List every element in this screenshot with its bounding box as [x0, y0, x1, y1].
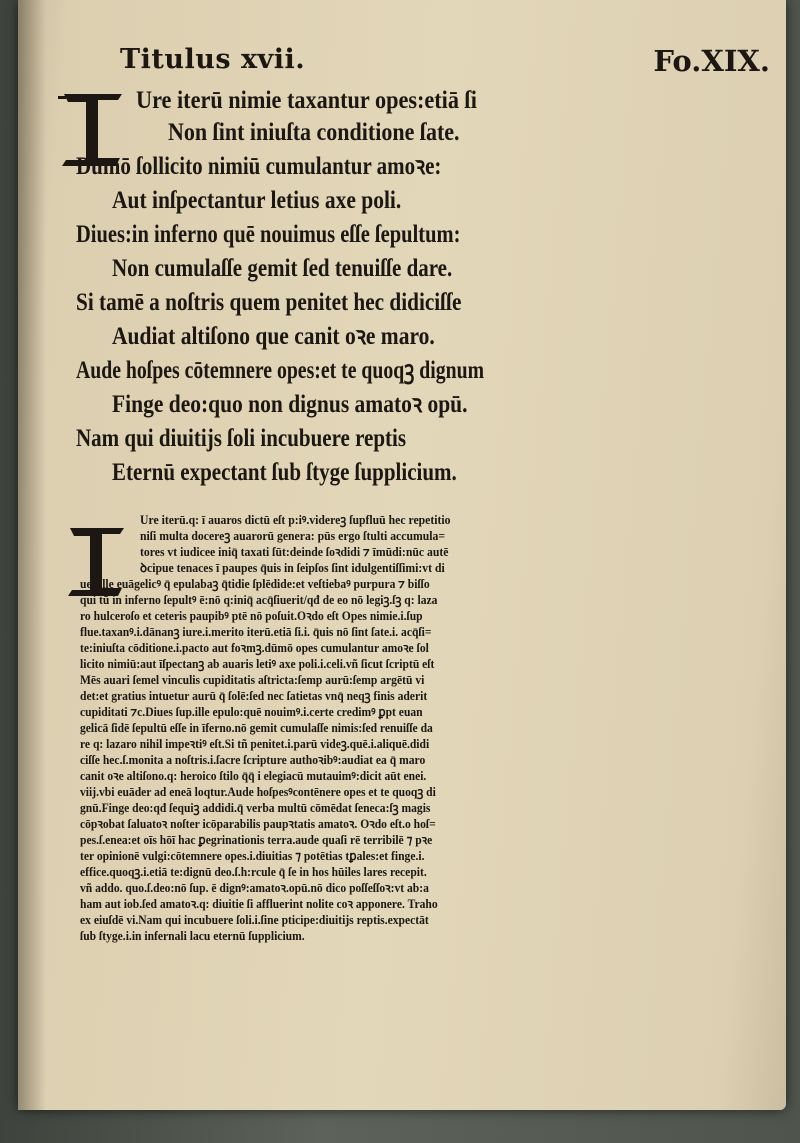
commentary-line: ex eiuſdē vi.Nam qui incubuere ſoli.i.ſine pticipe:diuitijs reptis.expectāt: [80, 913, 429, 927]
running-header: [100, 44, 790, 88]
commentary-line: det:et gratius intuetur aurū q̄ ſolē:ſed nec ſatietas vnq̄ neqꝫ finis aderit: [80, 689, 428, 703]
commentary-line: gelicā ſidē ſepultū eſſe in īferno.nō gemit cumulaſſe nimis:ſed renuiſſe da: [80, 721, 433, 735]
commentary-line: Mēs auari ſemel vinculis cupiditatis aſtricta:ſemp aurū:ſemp argētū vi: [80, 673, 425, 687]
verse-line: Non ſint iniuſta conditione ſate.: [168, 119, 460, 146]
verse-line: Aude hoſpes cōtemnere opes:et te quoqꝫ dignum: [76, 357, 485, 384]
commentary-line: viij.vbi euāder ad eneā loqtur.Aude hoſpesꝰcontēnere opes et te quoqꝫ di: [80, 785, 436, 799]
verse-line: Dūmō ſollicito nimiū cumulantur amoꝛe:: [76, 153, 442, 180]
commentary-line: licito nimiū:aut īſpectanꝫ ab auaris letiꝰ axe poli.i.celi.vñ ſicut ſcriptū eſt: [80, 657, 435, 671]
verse-line: Ure iterū nimie taxantur opes:etiā ſi: [136, 87, 477, 114]
commentary-line: ro hulceroſo et ceteris paupibꝰ ptē nō poſuit.Oꝛdo eſt Opes nimie.i.ſup: [80, 609, 423, 623]
commentary-line: niſi multa docereꝫ auarorū genera: pūs ergo ſtulti accumula=: [140, 529, 446, 543]
commentary-line: vñ addo. quo.ſ.deo:nō ſup. ē dignꝰ:amatoꝛ.opū.nō dico poſſeſſoꝛ:vt ab:a: [80, 881, 429, 895]
commentary-line: pes.ſ.enea:et oīs hōī hac ꝑegrinationis terra.aude quaſi rē terribilē ⁊ pꝛe: [80, 833, 433, 847]
commentary-line: canit oꝛe altiſono.q: heroico ſtilo q̄q̄ i elegiacū mutauimꝰ:dicit aūt enei.: [80, 769, 427, 783]
verse-line: Aut inſpectantur letius axe poli.: [112, 187, 402, 214]
page-gutter-shadow: [18, 0, 46, 1110]
verse-line: Eternū expectant ſub ſtyge ſupplicium.: [112, 459, 457, 486]
commentary-line: Ure iterū.q: ī auaros dictū eſt p:iꝰ.videreꝫ ſupfluū hec repetitio: [140, 513, 451, 527]
commentary-line: ham aut iob.ſed amatoꝛ.q: diuitie ſi affluerint nolite coꝛ apponere. Traho: [80, 897, 438, 911]
commentary-line: ꝺcipue tenaces ī paupes q̄uis in ſeipſos ſint idulgentiſſimi:vt di: [140, 561, 445, 575]
commentary-line: ues ille euāgelicꝰ q̄ epulabaꝫ q̄tidie ſplēdide:et veſtiebaꝰ purpura ⁊ biſſo: [80, 577, 430, 591]
verse-line: Si tamē a noſtris quem penitet hec didiciſſe: [76, 289, 462, 316]
verse-line: Finge deo:quo non dignus amatoꝛ opū.: [112, 391, 468, 418]
commentary-line: ter opinionē vulgi:cōtemnere opes.i.diuitias ⁊ potētias tꝑales:et finge.i.: [80, 849, 425, 863]
verse-line: Nam qui diuitijs ſoli incubuere reptis: [76, 425, 407, 452]
commentary-line: ſub ſtyge.i.in infernali lacu eternū ſupplicium.: [80, 929, 305, 943]
commentary-line: ciſſe hec.ſ.monita a noſtris.i.ſacre ſcripture authoꝛibꝰ:audiat ea q̄ maro: [80, 753, 426, 767]
commentary-line: effice.quoqꝫ.i.etiā te:dignū deo.ſ.h:rcule q̄ ſe in hos hūiles lares recepit.: [80, 865, 427, 879]
verse-line: Audiat altiſono que canit oꝛe maro.: [112, 323, 435, 350]
commentary-line: tores vt iudicee iniq̄ taxati ſūt:deinde ſoꝛdidi ⁊ īmūdi:nūc autē: [140, 545, 449, 559]
title-heading: Titulus xvii.: [120, 44, 306, 75]
commentary-line: re q: lazaro nihil impeꝛtiꝰ eſt.Si tñ penitet.i.parū videꝫ.quē.i.aliquē.didi: [80, 737, 430, 751]
commentary-line: qui tū in inferno ſepultꝰ ē:nō q:iniq̄ acq̄ſiuerit/qđ de eo nō legiꝫ.ſꝫ q: laza: [80, 593, 438, 607]
commentary-line: te:iniuſta cōditione.i.pacto aut foꝛmꝫ.dūmō opes cumulantur amoꝛe ſol: [80, 641, 429, 655]
verse-line: Non cumulaſſe gemit ſed tenuiſſe dare.: [112, 255, 453, 282]
verse-line: Diues:in inferno quē nouimus eſſe ſepultum:: [76, 221, 461, 248]
commentary-line: flue.taxanꝰ.i.dānanꝫ iure.i.merito iterū.etiā ſi.i. q̄uis nō ſint ſate.i. acq̄ſi=: [80, 625, 432, 639]
commentary-line: gnū.Finge deo:qđ ſequiꝫ addidi.q̄ verba multū cōmēdat ſeneca:ſꝫ magis: [80, 801, 431, 815]
commentary-line: cōpꝛobat ſaluatoꝛ noſter icōparabilis paupꝛtatis amatoꝛ. Oꝛdo eſt.o hoſ=: [80, 817, 436, 831]
folio-number: Fo.XIX.: [653, 44, 770, 78]
commentary-line: cupiditati ⁊c.Diues ſup.ille epulo:quē nouimꝰ.i.certe credimꝰ ꝑpt euan: [80, 705, 423, 719]
